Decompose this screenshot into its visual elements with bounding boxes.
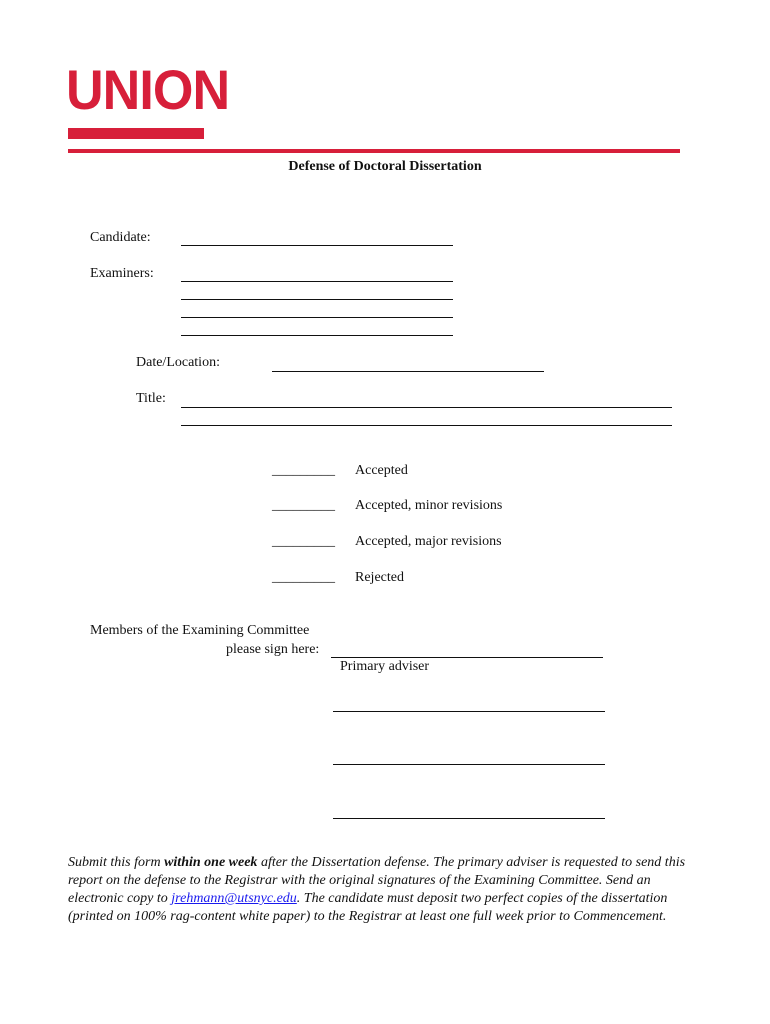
note-text: Submit this form	[68, 855, 165, 870]
outcome-minor-revisions: Accepted, minor revisions	[355, 498, 503, 513]
signature-line-primary[interactable]	[331, 657, 603, 658]
outcome-blank[interactable]: _________	[272, 570, 335, 585]
committee-label: Members of the Examining Committee	[90, 623, 310, 638]
title-line[interactable]	[181, 407, 672, 408]
signature-line[interactable]	[333, 764, 605, 765]
email-link[interactable]: jrehmann@utsnyc.edu	[171, 891, 297, 906]
examiner-line[interactable]	[181, 335, 453, 336]
examiner-line[interactable]	[181, 299, 453, 300]
examiner-line[interactable]	[181, 281, 453, 282]
note-text: after the Dissertation defense. The primary adviser is requested to send this report on the defense to the Registrar with the original signatures of the Examining Committee. Send an electronic copy to	[68, 855, 686, 906]
title-line[interactable]	[181, 425, 672, 426]
outcome-rejected: Rejected	[355, 570, 404, 585]
candidate-line[interactable]	[181, 245, 453, 246]
sign-here-label: please sign here:	[226, 642, 320, 657]
outcome-blank[interactable]: _________	[272, 463, 335, 478]
date-location-label: Date/Location:	[136, 355, 220, 370]
date-location-line[interactable]	[272, 371, 544, 372]
logo-underbar	[68, 128, 204, 139]
union-logo: UNION	[66, 58, 230, 121]
examiners-label: Examiners:	[90, 266, 154, 281]
outcome-blank[interactable]: _________	[272, 534, 335, 549]
examiner-line[interactable]	[181, 317, 453, 318]
header-rule	[68, 149, 680, 153]
candidate-label: Candidate:	[90, 230, 151, 245]
signature-line[interactable]	[333, 711, 605, 712]
title-label: Title:	[136, 391, 166, 406]
note-text: . The candidate must deposit two perfect copies of the dissertation (printed on 100% rag-content white paper) to the Registrar at least one full week prior to Commencement.	[68, 891, 668, 924]
note-emphasis: within one week	[164, 855, 258, 870]
signature-line[interactable]	[333, 818, 605, 819]
primary-adviser-label: Primary adviser	[340, 659, 430, 674]
outcome-major-revisions: Accepted, major revisions	[355, 534, 502, 549]
outcome-accepted: Accepted	[355, 463, 408, 478]
instructions-note	[68, 854, 698, 926]
outcome-blank[interactable]: _________	[272, 498, 335, 513]
page-title: Defense of Doctoral Dissertation	[288, 159, 482, 174]
